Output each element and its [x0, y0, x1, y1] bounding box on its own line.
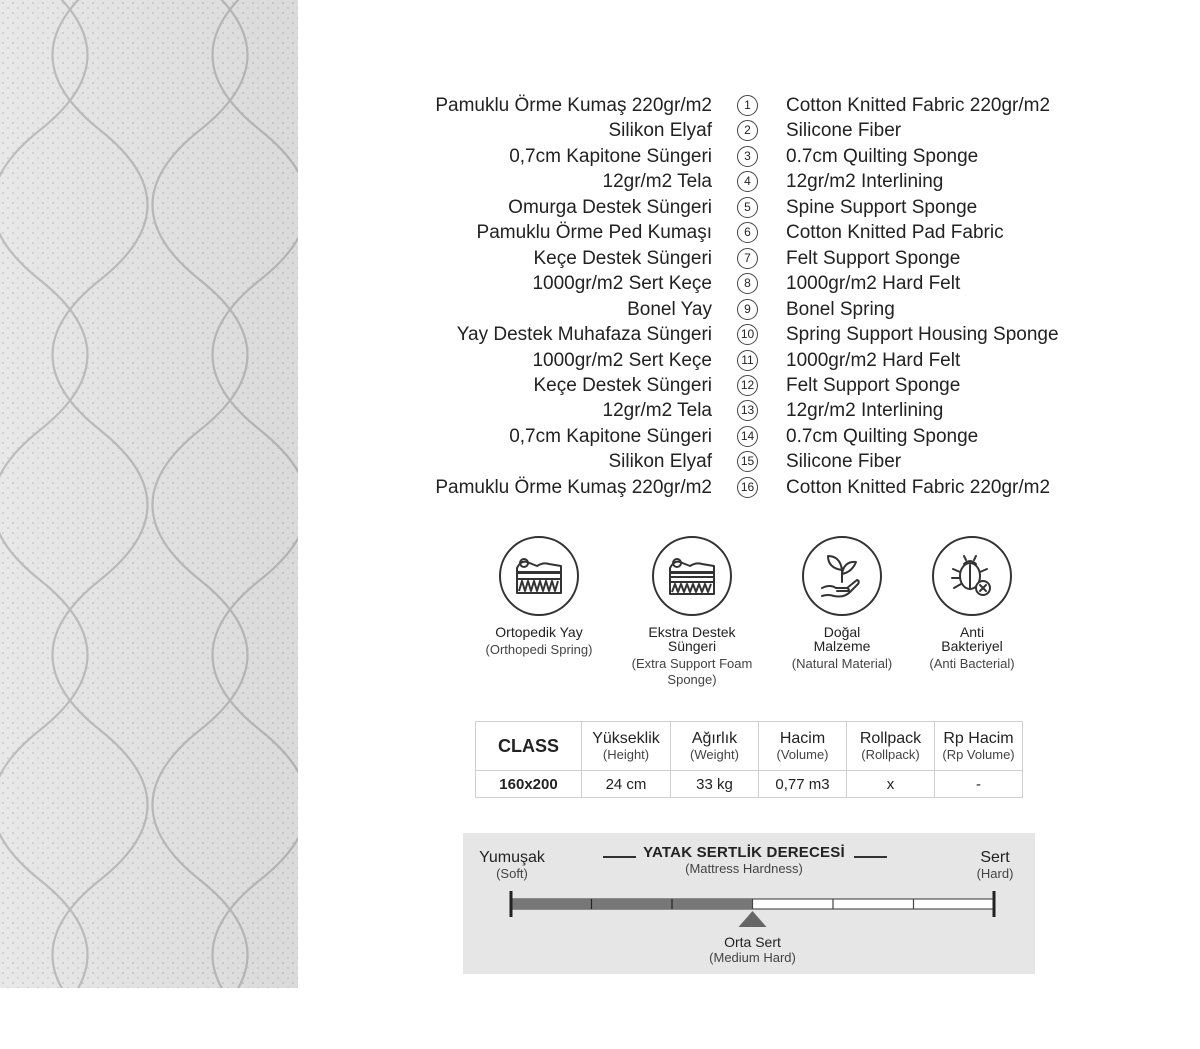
header-main: Hacim	[779, 730, 826, 747]
header-sub: (Volume)	[776, 747, 829, 762]
list-item	[300, 449, 1200, 474]
layer-name-en: Felt Support Sponge	[786, 247, 961, 269]
layer-name-en: Bonel Spring	[786, 298, 895, 320]
layer-number-badge: 2	[737, 120, 758, 141]
feature-natural-material	[772, 536, 912, 672]
size-cell: 160x200	[476, 771, 582, 798]
layer-name-tr: Omurga Destek Süngeri	[508, 196, 712, 218]
header-sub: (Height)	[602, 747, 650, 762]
layer-name-en: 0.7cm Quilting Sponge	[786, 425, 979, 447]
hardness-title	[601, 844, 887, 876]
layer-number-badge: 8	[737, 273, 758, 294]
list-item	[300, 118, 1200, 143]
layer-name-tr: Silikon Elyaf	[608, 451, 712, 473]
list-item	[300, 220, 1200, 245]
header-sub: (Rp Volume)	[942, 747, 1015, 762]
list-item	[300, 246, 1200, 271]
hard-label	[963, 849, 1027, 881]
header-main: Rp Hacim	[943, 730, 1014, 747]
layer-number-badge: 10	[737, 324, 758, 345]
layer-number-badge: 7	[737, 248, 758, 269]
feature-title-line2: Bakteriyel	[941, 638, 1003, 654]
layer-name-en: Cotton Knitted Fabric 220gr/m2	[786, 95, 1051, 116]
mattress-fabric-texture	[0, 0, 298, 988]
rp-volume-value: -	[935, 771, 1023, 798]
list-item	[300, 271, 1200, 296]
hardness-title-sub: (Mattress Hardness)	[685, 861, 803, 876]
layer-name-en: Cotton Knitted Pad Fabric	[786, 222, 1004, 244]
rollpack-value: x	[847, 771, 935, 798]
table-row	[476, 771, 1023, 798]
header-height	[582, 722, 671, 771]
layer-number-badge: 14	[737, 426, 758, 447]
feature-title-line1: Doğal	[823, 624, 861, 640]
extra-support-sponge-mattress-icon	[652, 536, 732, 616]
layer-name-en: Silicone Fiber	[786, 120, 902, 142]
list-item	[300, 398, 1200, 423]
header-main: Rollpack	[859, 730, 922, 747]
class-header: CLASS	[476, 722, 582, 771]
list-item	[300, 144, 1200, 169]
list-item	[300, 195, 1200, 220]
hard-sub: (Hard)	[976, 866, 1014, 881]
feature-subtitle-line1: (Extra Support Foam	[631, 656, 753, 671]
layer-name-tr: 12gr/m2 Tela	[602, 400, 712, 422]
layer-name-en: 1000gr/m2 Hard Felt	[786, 273, 961, 295]
layer-name-en: 12gr/m2 Interlining	[786, 171, 944, 193]
header-weight	[671, 722, 759, 771]
feature-title: Ortopedik Yay	[495, 624, 583, 640]
level-sub: (Medium Hard)	[709, 950, 796, 965]
layer-name-en: 0.7cm Quilting Sponge	[786, 145, 979, 167]
layer-number-badge: 6	[737, 222, 758, 243]
feature-extra-support-sponge	[622, 536, 762, 688]
orthopedic-spring-mattress-icon	[499, 536, 579, 616]
list-item	[300, 373, 1200, 398]
title-rule-left	[603, 856, 636, 858]
layer-name-tr: Keçe Destek Süngeri	[533, 374, 712, 396]
volume-value: 0,77 m3	[759, 771, 847, 798]
layer-name-tr: Pamuklu Örme Ped Kumaşı	[476, 222, 712, 244]
feature-anti-bacterial	[902, 536, 1042, 672]
layer-name-tr: Keçe Destek Süngeri	[533, 247, 712, 269]
spec-table	[475, 721, 1023, 798]
layer-name-en: Felt Support Sponge	[786, 374, 961, 396]
feature-subtitle: (Orthopedi Spring)	[485, 642, 593, 657]
layer-name-tr: 1000gr/m2 Sert Keçe	[532, 349, 712, 371]
layer-name-tr: Bonel Yay	[627, 298, 712, 320]
feature-subtitle-line2: Sponge)	[667, 672, 717, 687]
table-header-row	[476, 722, 1023, 771]
layer-name-tr: 1000gr/m2 Sert Keçe	[532, 273, 712, 295]
title-rule-right	[854, 856, 887, 858]
height-value: 24 cm	[582, 771, 671, 798]
layer-name-tr: 0,7cm Kapitone Süngeri	[509, 145, 712, 167]
layer-number-badge: 12	[737, 375, 758, 396]
list-item	[300, 297, 1200, 322]
layer-name-en: Spine Support Sponge	[786, 196, 978, 218]
hardness-pointer	[739, 911, 767, 927]
layer-number-badge: 16	[737, 477, 758, 498]
feature-title-line2: Süngeri	[667, 638, 717, 654]
header-sub: (Rollpack)	[861, 747, 920, 762]
layer-name-en: Silicone Fiber	[786, 451, 902, 473]
header-sub: (Weight)	[690, 747, 739, 762]
bug-cross-icon	[932, 536, 1012, 616]
soft-text: Yumuşak	[479, 849, 545, 866]
feature-title-line1: Anti	[959, 624, 985, 640]
leaf-hand-icon	[802, 536, 882, 616]
layer-number-badge: 4	[737, 171, 758, 192]
list-item	[300, 169, 1200, 194]
level-label	[693, 935, 813, 965]
list-item	[300, 322, 1200, 347]
hardness-fill	[511, 899, 753, 909]
list-item	[300, 93, 1200, 118]
header-main: Ağırlık	[691, 730, 738, 747]
layer-number-badge: 15	[737, 451, 758, 472]
layer-name-tr: Silikon Elyaf	[608, 120, 712, 142]
layer-name-en: Spring Support Housing Sponge	[786, 324, 1059, 346]
level-text: Orta Sert	[724, 934, 781, 950]
layer-name-en: 1000gr/m2 Hard Felt	[786, 349, 961, 371]
layer-number-badge: 11	[737, 350, 758, 371]
layer-name-tr: 12gr/m2 Tela	[602, 171, 712, 193]
list-item	[300, 348, 1200, 373]
layer-number-badge: 13	[737, 400, 758, 421]
layer-name-en: Cotton Knitted Fabric 220gr/m2	[786, 476, 1051, 498]
layer-name-tr: Pamuklu Örme Kumaş 220gr/m2	[435, 476, 712, 498]
soft-sub: (Soft)	[496, 866, 528, 881]
layer-number-badge: 3	[737, 146, 758, 167]
header-rp-volume	[935, 722, 1023, 771]
layer-number-badge: 1	[737, 95, 758, 116]
soft-label	[473, 849, 551, 881]
feature-title-line1: Ekstra Destek	[648, 624, 736, 640]
feature-title-line2: Malzeme	[813, 638, 871, 654]
layer-name-tr: Yay Destek Muhafaza Süngeri	[456, 324, 712, 346]
feature-orthopedic-spring	[469, 536, 609, 658]
layer-number-badge: 5	[737, 197, 758, 218]
layer-name-tr: Pamuklu Örme Kumaş 220gr/m2	[435, 95, 712, 116]
hardness-title-text: YATAK SERTLİK DERECESİ	[643, 844, 845, 861]
feature-subtitle: (Anti Bacterial)	[929, 656, 1015, 671]
weight-value: 33 kg	[671, 771, 759, 798]
hard-text: Sert	[980, 849, 1010, 866]
list-item	[300, 475, 1200, 500]
header-rollpack	[847, 722, 935, 771]
feature-subtitle: (Natural Material)	[791, 656, 893, 671]
hardness-panel	[463, 833, 1035, 974]
layer-number-badge: 9	[737, 299, 758, 320]
list-item	[300, 424, 1200, 449]
layer-name-tr: 0,7cm Kapitone Süngeri	[509, 425, 712, 447]
header-volume	[759, 722, 847, 771]
header-main: Yükseklik	[592, 730, 660, 747]
layer-name-en: 12gr/m2 Interlining	[786, 400, 944, 422]
